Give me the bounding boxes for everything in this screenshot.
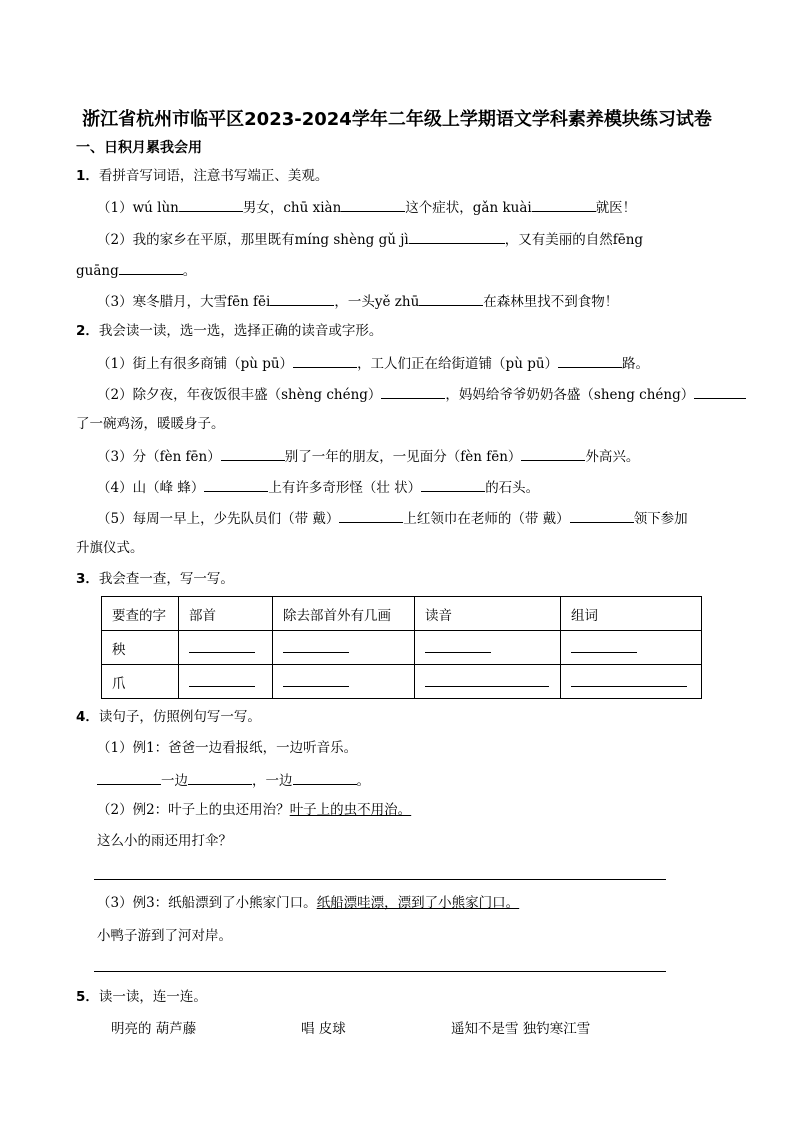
page-title: 浙江省杭州市临平区2023-2024学年二年级上学期语文学科素养模块练习试卷 [82,109,712,130]
table-header-row [102,597,702,631]
prompt-text: ，妈妈给爷爷奶奶各盛（sheng chéng） [445,387,695,403]
question-number: 1． [76,168,99,184]
question-4-stem [76,707,261,727]
answer-blank[interactable] [189,638,255,653]
matching-item[interactable]: 明亮的 葫芦藤 [111,1021,197,1037]
prompt-text: 。 [182,263,197,279]
prompt-text: 别了一年的朋友，一见面分（fèn fēn） [284,449,522,465]
answer-blank[interactable] [339,507,403,523]
question-2-part-5-cont [76,538,144,558]
question-text: 看拼音写词语，注意书写端正、美观。 [98,168,329,184]
prompt-text: 在森林里找不到食物！ [483,294,619,310]
answer-blank[interactable] [270,290,334,306]
question-text: 我会查一查，写一写。 [98,571,234,587]
question-5-stem [76,987,207,1007]
prompt-text: 升旗仪式。 [76,540,144,556]
prompt-text: guāng [76,263,119,279]
table-cell-answer[interactable] [561,631,702,665]
question-1-part-1 [97,196,636,218]
table-row [102,631,702,665]
answer-blank[interactable] [419,290,483,306]
prompt-text: （4）山（峰 蜂） [97,480,205,496]
question-text: 我会读一读，选一选，选择正确的读音或字形。 [98,323,383,339]
prompt-text: （1）街上有很多商铺（pù pū） [97,356,294,372]
table-cell-answer[interactable] [273,665,415,699]
answer-blank[interactable] [425,672,549,687]
prompt-text: 小鸭子游到了河对岸。 [97,928,232,944]
prompt-text: 这么小的雨还用打伞？ [97,833,232,849]
lookup-table [101,596,702,699]
table-cell-character: 爪 [102,665,179,699]
answer-blank[interactable] [381,383,445,399]
prompt-text: 。 [356,773,370,789]
prompt-text: 路。 [622,356,650,372]
question-text: 读句子，仿照例句写一写。 [98,709,261,725]
example-text: （3）例3：纸船漂到了小熊家门口。 [97,895,317,911]
question-1-part-3 [97,290,618,312]
table-cell-answer[interactable] [179,631,273,665]
answer-blank[interactable] [188,769,252,785]
prompt-text: （2）除夕夜，年夜饭很丰盛（shèng chéng） [97,387,382,403]
answer-line[interactable] [94,971,666,972]
table-row [102,665,702,699]
prompt-text: 男女，chū xiàn [242,200,342,216]
answer-line[interactable] [94,879,666,880]
question-3-stem [76,569,234,589]
answer-blank[interactable] [558,352,622,368]
example-underlined-text: 纸船漂哇漂，漂到了小熊家门口。 [316,895,520,911]
prompt-text: 上红领巾在老师的（带 戴） [403,511,570,527]
question-2-part-4 [97,476,539,498]
prompt-text: （5）每周一早上，少先队员们（带 戴） [97,511,340,527]
answer-blank[interactable] [293,769,357,785]
question-4-example-2 [97,800,411,820]
answer-blank[interactable] [293,352,357,368]
prompt-text: 一边 [161,773,188,789]
prompt-text: 上有许多奇形怪（壮 状） [268,480,422,496]
question-4-example-1 [97,738,357,758]
prompt-text: ，工人们正在给街道铺（pù pū） [357,356,559,372]
table-cell-character: 秧 [102,631,179,665]
answer-blank[interactable] [425,638,491,653]
prompt-text: （3）分（fèn fēn） [97,449,221,465]
answer-blank[interactable] [571,672,687,687]
answer-blank[interactable] [189,672,255,687]
answer-blank[interactable] [570,507,634,523]
table-cell-answer[interactable] [179,665,273,699]
prompt-text: ，又有美丽的自然fēng [504,232,644,248]
answer-blank[interactable] [694,383,746,399]
answer-blank[interactable] [119,259,183,275]
question-4-example-3 [97,893,519,913]
question-number: 3． [76,571,99,587]
question-number: 2． [76,323,99,339]
question-2-part-2 [97,383,746,405]
answer-blank[interactable] [521,445,585,461]
answer-blank[interactable] [283,638,349,653]
prompt-text: （2）我的家乡在平原，那里既有míng shèng gǔ jì [97,232,409,248]
question-2-part-3 [97,445,639,467]
example-underlined-text: 叶子上的虫不用治。 [289,802,412,818]
example-text: （1）例1：爸爸一边看报纸，一边听音乐。 [97,740,358,756]
table-header-cell: 组词 [561,597,702,631]
answer-blank[interactable] [221,445,285,461]
answer-blank[interactable] [409,228,505,244]
question-1-part-2 [97,228,643,250]
table-cell-answer[interactable] [273,631,415,665]
table-cell-answer[interactable] [561,665,702,699]
table-header-cell: 除去部首外有几画 [273,597,415,631]
answer-blank[interactable] [179,196,243,212]
question-1-part-2-cont [76,259,196,281]
table-header-cell: 读音 [415,597,561,631]
answer-blank[interactable] [97,769,161,785]
prompt-text: （1）wú lùn [97,200,179,216]
answer-blank[interactable] [204,476,268,492]
section-heading: 一、日积月累我会用 [76,140,202,156]
question-number: 4． [76,709,99,725]
question-2-part-5 [97,507,688,529]
question-4-prompt-3 [97,926,232,946]
answer-blank[interactable] [532,196,596,212]
question-2-stem [76,321,382,341]
prompt-text: （3）寒冬腊月，大雪fēn fēi [97,294,271,310]
answer-blank[interactable] [421,476,485,492]
answer-blank[interactable] [571,638,637,653]
question-1-stem [76,166,328,186]
table-header-cell: 部首 [179,597,273,631]
example-text: （2）例2：叶子上的虫还用治？ [97,802,290,818]
table-cell-answer[interactable] [415,665,561,699]
answer-blank[interactable] [341,196,405,212]
matching-item[interactable]: 唱 皮球 [301,1021,346,1037]
question-2-part-2-cont [76,414,225,434]
question-4-answer-1 [97,769,370,791]
prompt-text: 的石头。 [485,480,540,496]
prompt-text: 领下参加 [633,511,688,527]
prompt-text: 了一碗鸡汤，暖暖身子。 [76,416,225,432]
question-2-part-1 [97,352,649,374]
prompt-text: 这个症状，gǎn kuài [405,200,532,216]
table-header-cell: 要查的字 [102,597,179,631]
prompt-text: ，一头yě zhū [334,294,420,310]
question-number: 5． [76,989,99,1005]
prompt-text: ，一边 [252,773,293,789]
question-text: 读一读，连一连。 [98,989,207,1005]
answer-blank[interactable] [283,672,349,687]
table-cell-answer[interactable] [415,631,561,665]
prompt-text: 外高兴。 [585,449,640,465]
matching-item[interactable]: 遥知不是雪 独钓寒江雪 [451,1021,591,1037]
question-4-prompt-2 [97,831,232,851]
prompt-text: 就医！ [595,200,637,216]
